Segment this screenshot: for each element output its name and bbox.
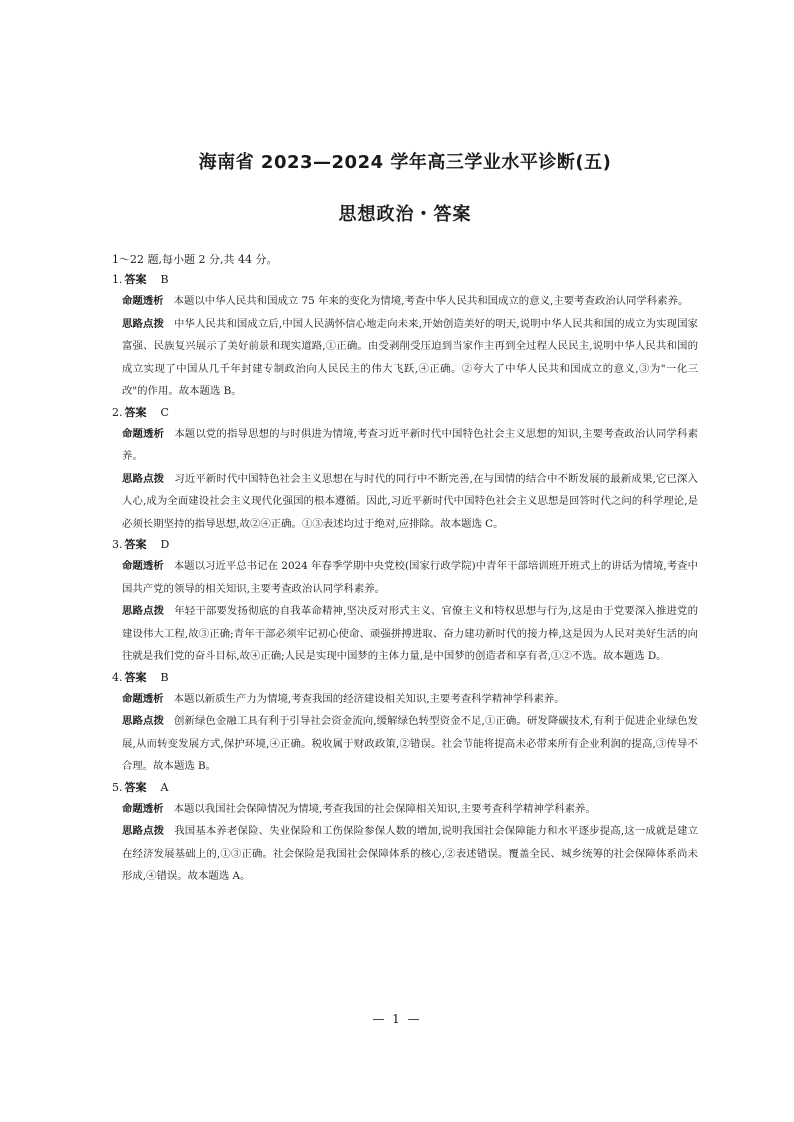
thinking-label: 思路点拨 xyxy=(122,472,165,485)
page-number: — 1 — xyxy=(372,1012,422,1026)
analysis-paragraph xyxy=(112,290,698,313)
answer-line xyxy=(112,668,698,688)
analysis-text: 本题以中华人民共和国成立 75 年来的变化为情境,考查中华人民共和国成立的意义,主要考查政治认同学科素养。 xyxy=(173,295,689,307)
answer-option: A xyxy=(160,780,169,794)
question-number: 2. xyxy=(112,405,123,419)
answer-option: B xyxy=(160,273,169,286)
answer-option: B xyxy=(160,670,169,684)
question-number: 3. xyxy=(112,538,123,551)
intro-text: 1～22 题,每小题 2 分,共 44 分。 xyxy=(112,253,278,266)
thinking-label: 思路点拨 xyxy=(122,317,164,330)
analysis-label: 命题透析 xyxy=(122,427,165,440)
answer-label: 答案 xyxy=(124,670,147,684)
answer-line xyxy=(112,778,698,798)
thinking-paragraph xyxy=(112,820,698,888)
thinking-text: 我国基本养老保险、失业保险和工伤保险参保人数的增加,说明我国社会保障能力和水平逐步提高,这一成就是建立在经济发展基础上的,①③正确。社会保险是我国社会保障体系的核心,②表述错误。覆盖全民、城乡统筹的社会保障体系尚未形成,④错误。故本题选 A。 xyxy=(122,825,699,882)
question-block xyxy=(112,270,698,403)
answer-label: 答案 xyxy=(124,405,147,419)
answer-label: 答案 xyxy=(124,273,147,286)
answer-label: 答案 xyxy=(124,538,147,551)
analysis-text: 本题以习近平总书记在 2024 年春季学期中央党校(国家行政学院)中青年干部培训班开班式上的讲话为情境,考查中国共产党的领导的相关知识,主要考查政治认同学科素养。 xyxy=(122,560,698,595)
thinking-label: 思路点拨 xyxy=(122,605,165,617)
analysis-paragraph xyxy=(112,798,698,821)
analysis-label: 命题透析 xyxy=(122,560,164,572)
answer-label: 答案 xyxy=(124,780,147,794)
thinking-label: 思路点拨 xyxy=(122,825,165,837)
analysis-label: 命题透析 xyxy=(122,692,164,705)
question-block xyxy=(112,778,698,888)
answer-line xyxy=(112,270,698,290)
question-number: 4. xyxy=(112,670,123,684)
answer-line xyxy=(112,535,698,555)
thinking-text: 年轻干部要发扬彻底的自我革命精神,坚决反对形式主义、官僚主义和特权思想与行为,这是由于党要深入推进党的建设伟大工程,故③正确;青年干部必须牢记初心使命、顽强拼搏进取、奋力建功新时代的接力棒,这是因为人民对美好生活的向往就是我们党的奋斗目标,故④正确;人民是实现中国梦的主体力量,是中国梦的创造者和享有者,①②不选。故本题选 D。 xyxy=(122,605,699,662)
thinking-paragraph xyxy=(112,313,698,403)
thinking-text: 习近平新时代中国特色社会主义思想在与时代的同行中不断完善,在与国情的结合中不断发展的最新成果,它已深入人心,成为全面建设社会主义现代化强国的根本遵循。因此,习近平新时代中国特色社会主义思想是回答时代之问的科学理论,是必须长期坚持的指导思想,故②④正确。①③表述均过于绝对,应排除。故本题选 C。 xyxy=(122,472,699,530)
analysis-paragraph xyxy=(112,555,698,600)
question-number: 1. xyxy=(112,273,123,286)
page-title: 海南省 2023—2024 学年高三学业水平诊断(五) xyxy=(198,152,612,173)
thinking-text: 创新绿色金融工具有利于引导社会资金流向,缓解绿色转型资金不足,①正确。研发降碳技术,有利于促进企业绿色发展,从而转变发展方式,保护环境,④正确。税收属于财政政策,②错误。社会节能将提高未必带来所有企业利润的提高,③传导不合理。故本题选 B。 xyxy=(122,715,699,772)
analysis-text: 本题以新质生产力为情境,考查我国的经济建设相关知识,主要考查科学精神学科素养。 xyxy=(173,692,565,705)
question-block xyxy=(112,668,698,778)
answer-line xyxy=(112,403,698,423)
question-number: 5. xyxy=(112,780,123,794)
thinking-paragraph xyxy=(112,710,698,778)
thinking-paragraph xyxy=(112,600,698,668)
analysis-paragraph xyxy=(112,688,698,711)
thinking-paragraph xyxy=(112,468,698,536)
analysis-paragraph xyxy=(112,423,698,468)
answer-option: D xyxy=(160,538,170,551)
answer-option: C xyxy=(160,405,169,419)
question-block xyxy=(112,535,698,668)
analysis-text: 本题以我国社会保障情况为情境,考查我国的社会保障相关知识,主要考查科学精神学科素养。 xyxy=(173,802,596,815)
question-list xyxy=(112,270,698,888)
analysis-text: 本题以党的指导思想的与时俱进为情境,考查习近平新时代中国特色社会主义思想的知识,主要考查政治认同学科素养。 xyxy=(122,427,699,462)
thinking-text: 中华人民共和国成立后,中国人民满怀信心地走向未来,开始创造美好的明天,说明中华人民共和国的成立为实现国家富强、民族复兴展示了美好前景和现实道路,①正确。由受剥削受压迫到当家作主再到全过程人民民主,说明中华人民共和国的成立实现了中国从几千年封建专制政治向人民民主的伟大飞跃,④正确。②夸大了中华人民共和国成立的意义,③为"一化三改"的作用。故本题选 B。 xyxy=(122,317,699,397)
page-subtitle: 思想政治・答案 xyxy=(338,204,472,225)
analysis-label: 命题透析 xyxy=(122,802,164,815)
thinking-label: 思路点拨 xyxy=(122,715,164,727)
analysis-label: 命题透析 xyxy=(122,295,164,307)
question-block xyxy=(112,403,698,536)
